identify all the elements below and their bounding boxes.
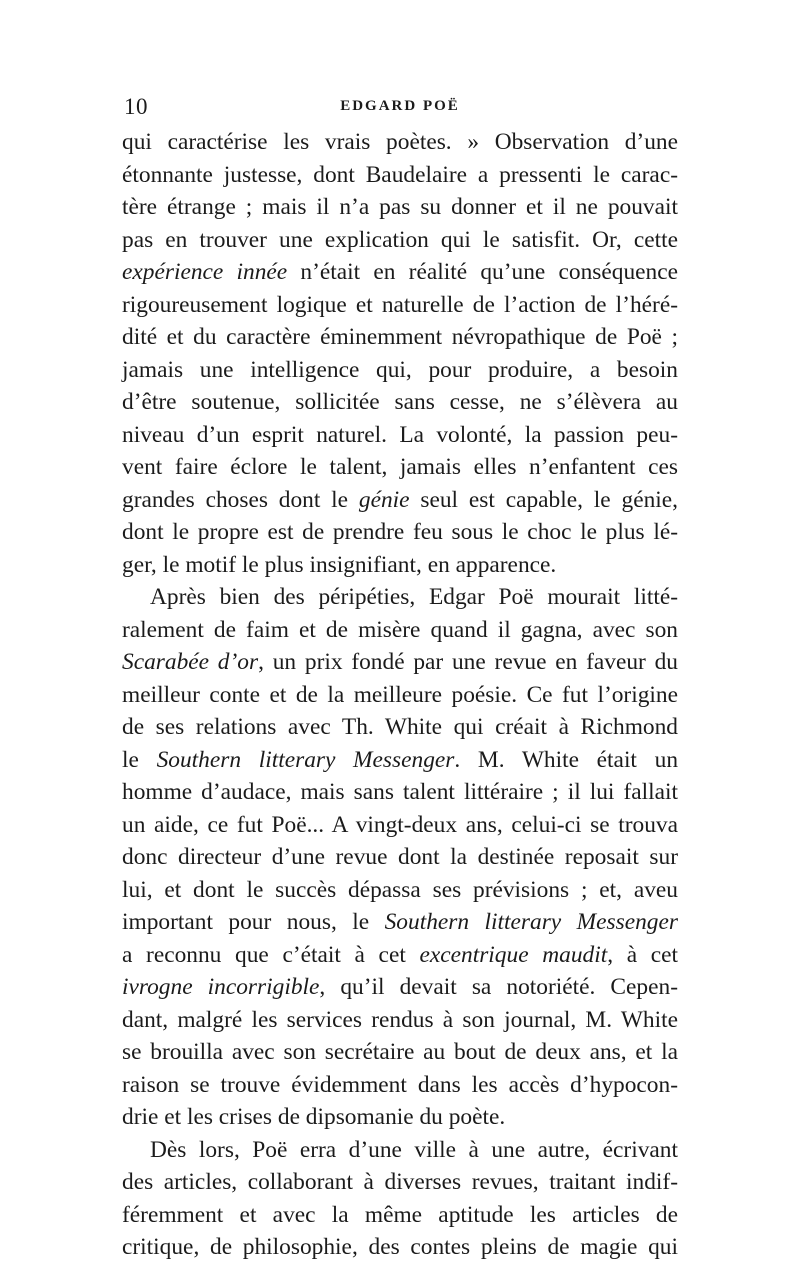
- running-title: EDGARD POË: [340, 98, 460, 114]
- body-text: [122, 126, 678, 1264]
- text-run: a reconnu que c’était à cet: [122, 941, 420, 968]
- text-run: dité et du caractère éminemment névropathique de Poë ;: [122, 324, 678, 350]
- text-line: [122, 321, 678, 354]
- text-line: [122, 1069, 678, 1102]
- page-header: [122, 94, 678, 124]
- text-line: [122, 809, 678, 842]
- text-run: Dès lors, Poë erra d’une ville à une autre, écrivant: [150, 1136, 678, 1163]
- text-run: grandes choses dont le: [122, 486, 359, 513]
- text-line: [122, 1231, 678, 1264]
- text-run: un aide, ce fut Poë... A vingt-deux ans, celui-ci se trouva: [122, 811, 678, 838]
- text-line: [122, 159, 678, 192]
- text-line: [122, 451, 678, 484]
- italic-text: excentrique maudit: [419, 941, 608, 968]
- text-line: [122, 744, 678, 777]
- text-line: [122, 386, 678, 419]
- text-run: se brouilla avec son secrétaire au bout de deux ans, et la: [122, 1039, 678, 1065]
- text-run: , un prix fondé par une revue en faveur du: [258, 649, 678, 675]
- text-line: [122, 516, 678, 549]
- text-line: [122, 614, 678, 647]
- text-line: [122, 776, 678, 809]
- text-line: [122, 1166, 678, 1199]
- text-run: drie et les crises de dipsomanie du poète.: [122, 1104, 506, 1130]
- text-run: raison se trouve évidemment dans les accès d’hypocon-: [122, 1071, 678, 1098]
- text-line: [122, 874, 678, 907]
- text-line: [122, 419, 678, 452]
- text-run: étonnante justesse, dont Baudelaire a pressenti le carac-: [122, 161, 678, 188]
- text-run: . M. White était un: [454, 746, 679, 773]
- text-line: [122, 971, 678, 1004]
- text-line: [122, 1134, 678, 1167]
- text-line: [122, 841, 678, 874]
- text-run: , à cet: [607, 941, 679, 968]
- text-line: [122, 256, 678, 289]
- text-run: dant, malgré les services rendus à son journal, M. White: [122, 1006, 678, 1033]
- italic-text: Southern litterary Messenger: [156, 746, 455, 773]
- text-run: important pour nous, le: [122, 909, 385, 935]
- text-run: dont le propre est de prendre feu sous le choc le plus lé-: [122, 519, 678, 545]
- italic-text: génie: [358, 486, 410, 513]
- italic-text: Scarabée d’or: [122, 649, 259, 675]
- text-line: [122, 354, 678, 387]
- text-line: [122, 126, 678, 159]
- text-run: lui, et dont le succès dépassa ses prévisions ; et, aveu: [122, 876, 678, 903]
- text-line: [122, 1004, 678, 1037]
- text-run: vent faire éclore le talent, jamais elles n’enfantent ces: [122, 454, 678, 480]
- text-line: [122, 1036, 678, 1069]
- text-line: [122, 484, 678, 517]
- text-line: [122, 191, 678, 224]
- text-run: qui caractérise les vrais poètes. » Observation d’une: [122, 129, 678, 155]
- text-run: des articles, collaborant à diverses revues, traitant indif-: [122, 1169, 678, 1195]
- text-run: ger, le motif le plus insignifiant, en apparence.: [122, 551, 557, 578]
- text-run: ralement de faim et de misère quand il gagna, avec son: [122, 616, 678, 643]
- text-line: [122, 549, 678, 582]
- text-line: [122, 939, 678, 972]
- text-run: jamais une intelligence qui, pour produire, a besoin: [122, 356, 678, 383]
- text-run: donc directeur d’une revue dont la destinée reposait sur: [122, 844, 678, 870]
- text-line: [122, 711, 678, 744]
- text-run: tère étrange ; mais il n’a pas su donner et il ne pouvait: [122, 194, 678, 220]
- text-run: homme d’audace, mais sans talent littéraire ; il lui fallait: [122, 779, 678, 805]
- italic-text: expérience innée: [122, 259, 288, 285]
- text-run: Après bien des péripéties, Edgar Poë mourait litté-: [150, 584, 678, 610]
- text-run: n’était en réalité qu’une conséquence: [287, 259, 678, 285]
- text-line: [122, 581, 678, 614]
- text-run: , qu’il devait sa notoriété. Cepen-: [319, 974, 678, 1000]
- text-line: [122, 679, 678, 712]
- text-run: féremment et avec la même aptitude les articles de: [122, 1201, 678, 1228]
- text-run: seul est capable, le génie,: [409, 486, 678, 513]
- text-line: [122, 289, 678, 322]
- text-run: pas en trouver une explication qui le satisfit. Or, cette: [122, 226, 678, 253]
- italic-text: Southern litterary Messenger: [384, 909, 678, 935]
- page-number: 10: [124, 94, 148, 119]
- text-run: critique, de philosophie, des contes pleins de magie qui: [122, 1234, 678, 1260]
- text-line: [122, 1101, 678, 1134]
- text-line: [122, 224, 678, 257]
- text-run: rigoureusement logique et naturelle de l’action de l’héré-: [122, 291, 678, 318]
- text-line: [122, 906, 678, 939]
- text-run: meilleur conte et de la meilleure poésie. Ce fut l’origine: [122, 681, 678, 708]
- text-run: niveau d’un esprit naturel. La volonté, la passion peu-: [122, 421, 678, 448]
- text-run: le: [122, 746, 157, 773]
- text-line: [122, 1199, 678, 1232]
- italic-text: ivrogne incorrigible: [122, 974, 320, 1000]
- text-run: de ses relations avec Th. White qui créait à Richmond: [122, 714, 678, 740]
- text-line: [122, 646, 678, 679]
- text-run: d’être soutenue, sollicitée sans cesse, ne s’élèvera au: [122, 389, 678, 415]
